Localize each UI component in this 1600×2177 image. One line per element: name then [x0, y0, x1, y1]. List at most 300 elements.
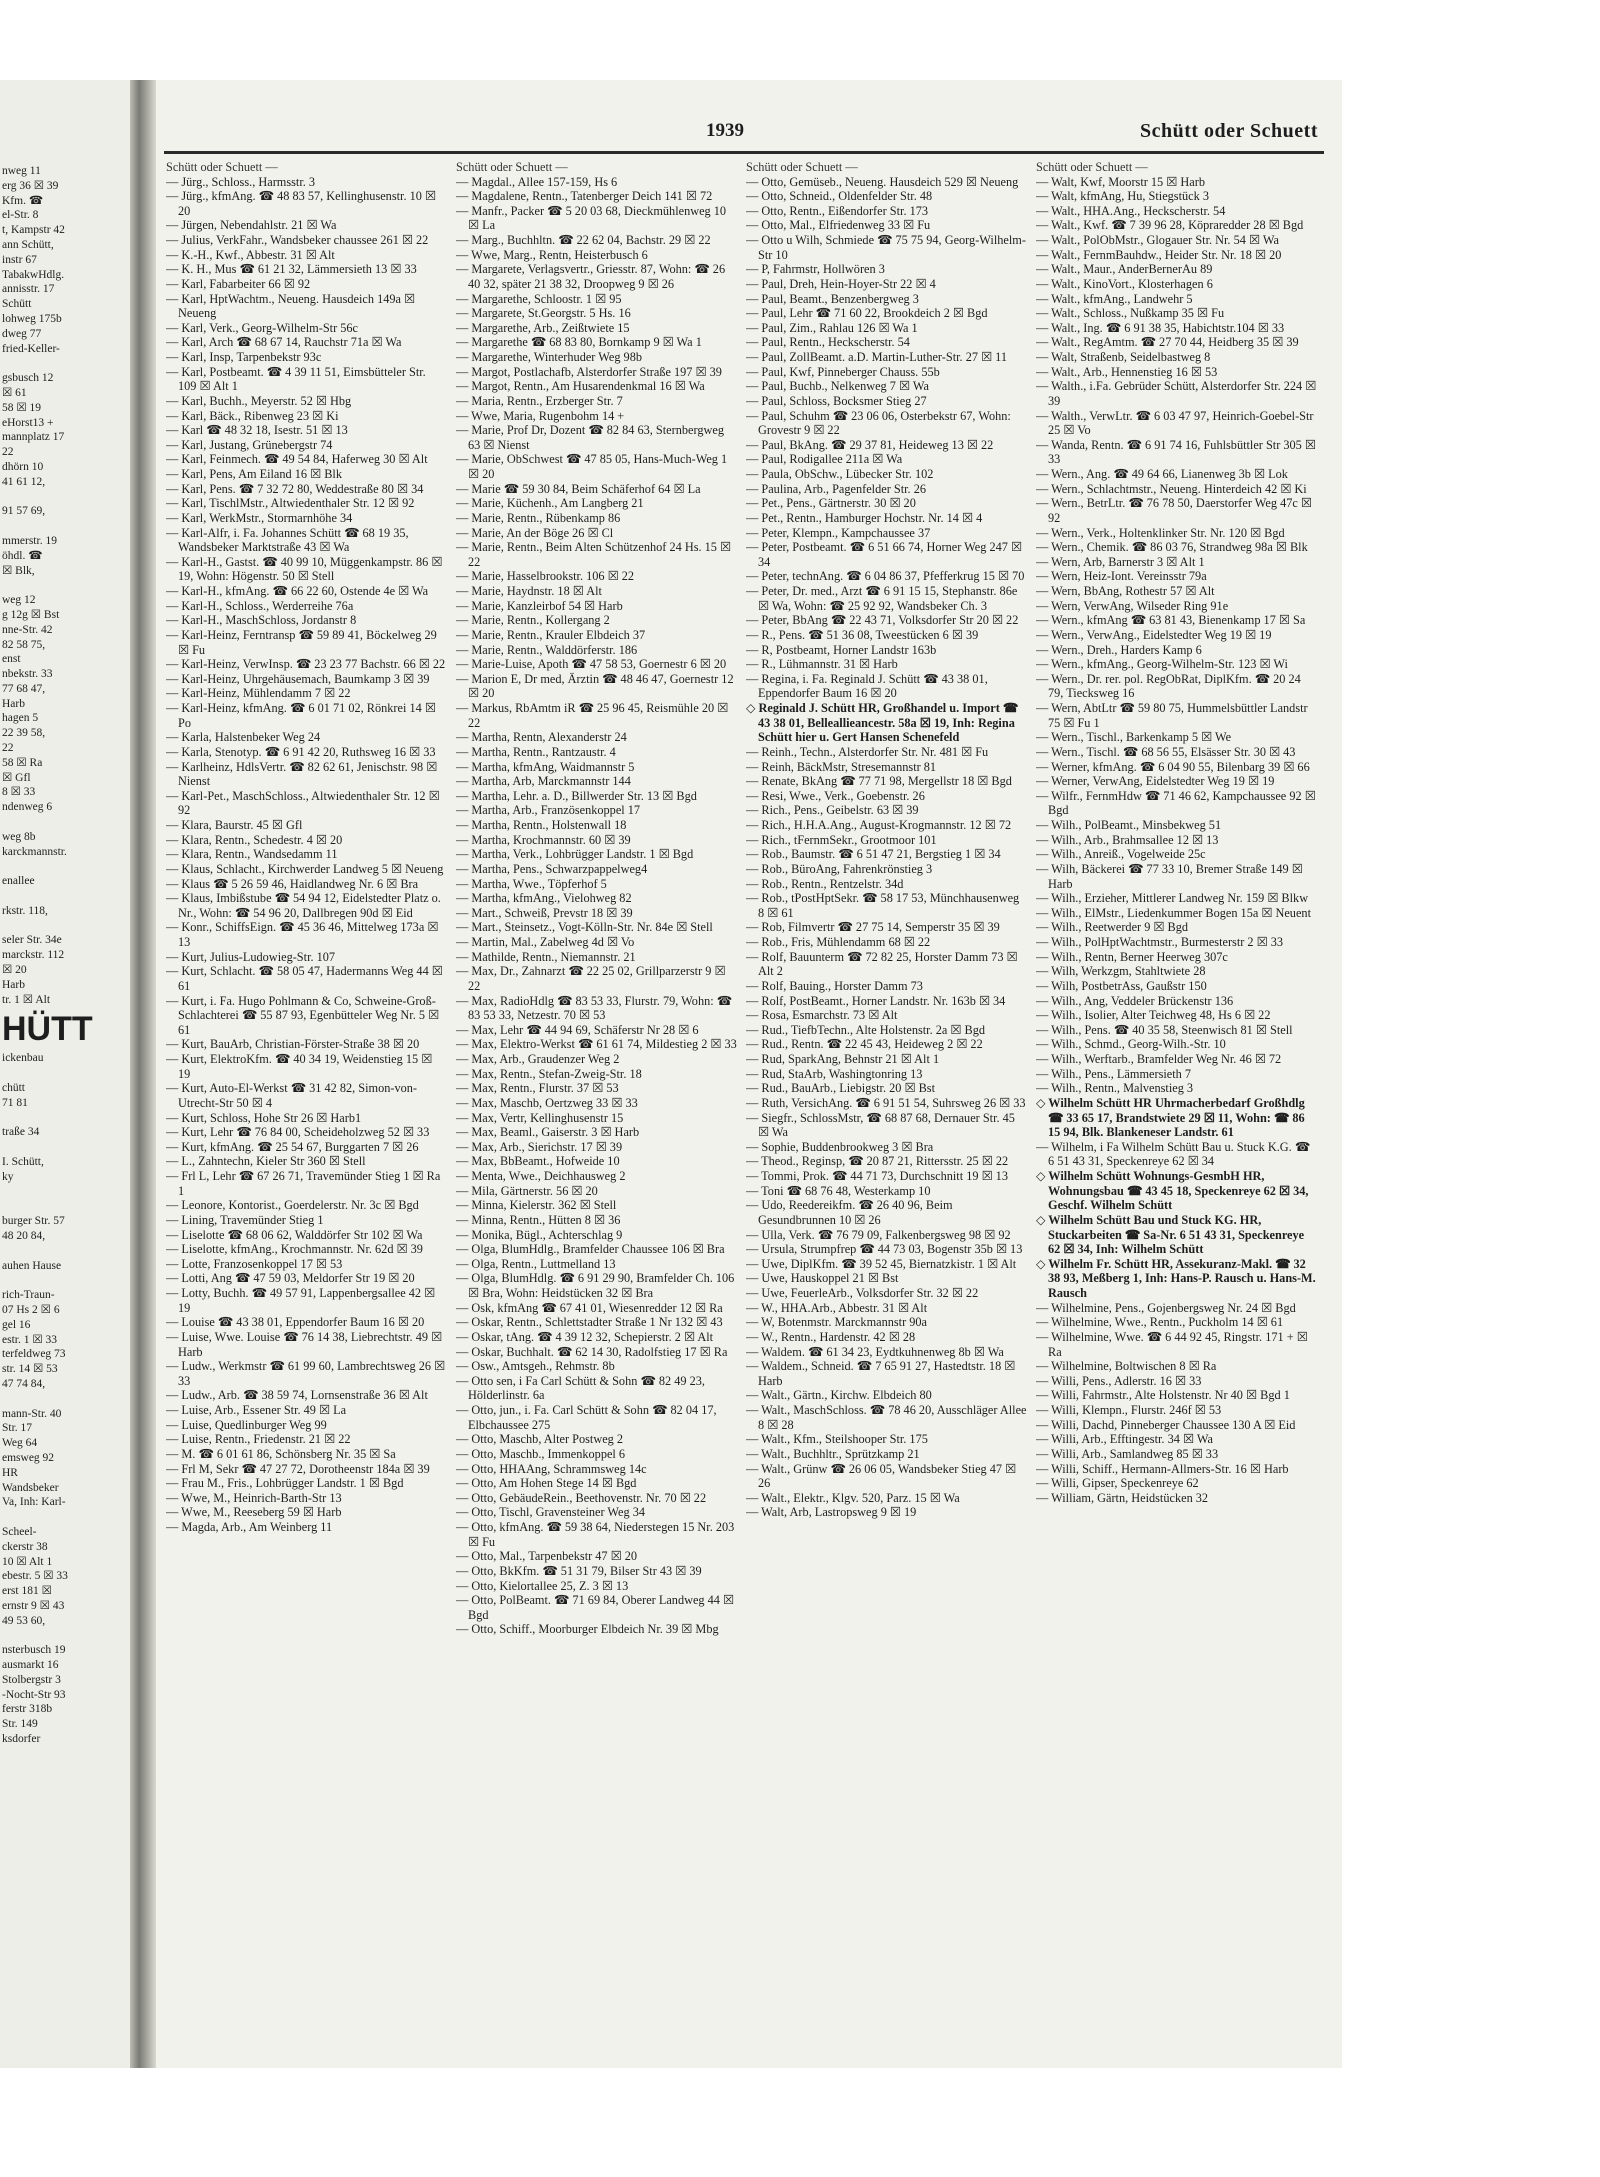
fragment-line: ernstr 9 ☒ 43: [2, 1599, 65, 1612]
directory-entry: — Marie, Rentn., Walddörferstr. 186: [456, 642, 638, 657]
directory-entry: — Margot, Rentn., Am Husarendenkmal 16 ☒ Wa: [456, 379, 705, 394]
directory-entry: — Walt., Maur., AnderBernerAu 89: [1036, 262, 1213, 277]
fragment-line: [2, 1510, 132, 1525]
directory-entry: — R., Lühmannstr. 31 ☒ Harb: [746, 657, 898, 672]
directory-entry: — Otto, Gemüseb., Neueng. Hausdeich 529 ☒ Neueng: [746, 174, 1019, 189]
fragment-line: annisstr. 17: [2, 283, 55, 296]
fragment-line: ickenbau: [2, 1052, 44, 1065]
directory-entry: ◇ Wilhelm Schütt HR Uhrmacherbedarf Großhdlg ☎ 33 65 17, Brandstwiete 29 ☒ 11, Wohn: ☎ 86 15 94, Blk. Blankeneser Landstr. 61: [1036, 1095, 1305, 1140]
directory-entry: — Klara, Rentn., Schedestr. 4 ☒ 20: [166, 832, 343, 847]
fragment-line: Harb: [2, 978, 25, 991]
directory-entry: — Wilh., Ang, Veddeler Brückenstr 136: [1036, 993, 1234, 1008]
directory-entry: — Otto, Maschb, Alter Postweg 2: [456, 1432, 624, 1447]
directory-entry: — Walt., Kwf. ☎ 7 39 96 28, Köpraredder 28 ☒ Bgd: [1036, 218, 1304, 233]
directory-entry: — Martha, Verk., Lohbrügger Landstr. 1 ☒ Bgd: [456, 847, 694, 862]
directory-entry: — Wilh, Werkzgm, Stahltwiete 28: [1036, 964, 1206, 979]
directory-entry: — Uwe, DiplKfm. ☎ 39 52 45, Biernatzkistr. 1 ☒ Alt: [746, 1256, 1017, 1271]
directory-entry: — Wilh, Bäckerei ☎ 77 33 10, Bremer Straße 149 ☒ Harb: [1036, 861, 1303, 891]
directory-entry: — Ludw., Arb. ☎ 38 59 74, Lornsenstraße 36 ☒ Alt: [166, 1388, 428, 1403]
directory-entry: — Rob, Filmvertr ☎ 27 75 14, Semperstr 35 ☒ 39: [746, 920, 1000, 935]
fragment-line: weg 8b: [2, 830, 36, 843]
directory-entry: — Karlheinz, HdlsVertr. ☎ 82 62 61, Jenischstr. 98 ☒ Nienst: [166, 759, 438, 789]
directory-entry: — Uwe, FeuerleArb., Volksdorfer Str. 32 ☒ 22: [746, 1286, 979, 1301]
directory-entry: — Karl-Heinz, VerwInsp. ☎ 23 23 77 Bachstr. 66 ☒ 22: [166, 657, 446, 672]
directory-entry: — Luise, Rentn., Friedenstr. 21 ☒ 22: [166, 1432, 351, 1447]
directory-entry: — Luise, Quedlinburger Weg 99: [166, 1417, 327, 1432]
directory-entry: — Wern., Chemik. ☎ 86 03 76, Strandweg 98a ☒ Blk: [1036, 540, 1308, 555]
directory-entry: — R, Postbeamt, Horner Landstr 163b: [746, 642, 937, 657]
fragment-line: [2, 1111, 132, 1126]
fragment-line: ☒ Blk,: [2, 564, 35, 577]
fragment-line: [2, 1185, 132, 1200]
fragment-line: nne-Str. 42: [2, 623, 53, 636]
directory-entry: — Karl, Verk., Georg-Wilhelm-Str 56c: [166, 320, 359, 335]
directory-entry: — Otto, Rentn., Eißendorfer Str. 173: [746, 203, 929, 218]
directory-entry: — Paul, ZollBeamt. a.D. Martin-Luther-Str. 27 ☒ 11: [746, 350, 1008, 365]
directory-entry: — Marg., Buchhltn. ☎ 22 62 04, Bachstr. 29 ☒ 22: [456, 233, 711, 248]
directory-entry: — Max, Lehr ☎ 44 94 69, Schäferstr Nr 28 ☒ 6: [456, 1022, 699, 1037]
directory-entry: — Rob., Baumstr. ☎ 6 51 47 21, Bergstieg 1 ☒ 34: [746, 847, 1001, 862]
directory-entry: — Margarethe ☎ 68 83 80, Bornkamp 9 ☒ Wa 1: [456, 335, 702, 350]
directory-entry: — Waldem., Schneid. ☎ 7 65 91 27, Hastedtstr. 18 ☒ Harb: [746, 1359, 1016, 1388]
fragment-line: 48 20 84,: [2, 1229, 46, 1242]
directory-entry: — Otto, BkKfm. ☎ 51 31 79, Bilser Str 43 ☒ 39: [456, 1563, 702, 1578]
directory-entry: — Willi, Dachd, Pinneberger Chaussee 130 A ☒ Eid: [1036, 1417, 1296, 1432]
directory-entry: — Walt., Arb., Hennenstieg 16 ☒ 53: [1036, 364, 1218, 379]
fragment-line: Weg 64: [2, 1437, 38, 1450]
directory-entry: — W., HHA.Arb., Abbestr. 31 ☒ Alt: [746, 1300, 928, 1315]
directory-entry: — Toni ☎ 68 76 48, Westerkamp 10: [746, 1183, 931, 1198]
directory-entry: — Oskar, Buchhalt. ☎ 62 14 30, Radolfstieg 17 ☒ Ra: [456, 1344, 728, 1359]
fragment-line: ndenweg 6: [2, 801, 53, 814]
fragment-line: [2, 1273, 132, 1288]
directory-entry: — Marie, Küchenh., Am Langberg 21: [456, 496, 644, 511]
directory-entry: — P, Fahrmstr, Hollwören 3: [746, 262, 885, 277]
directory-entry: — Walt., FernmBauhdw., Heider Str. Nr. 18 ☒ 20: [1036, 247, 1282, 262]
fragment-line: estr. 1 ☒ 33: [2, 1333, 58, 1346]
directory-entry: — Minna, Rentn., Hütten 8 ☒ 36: [456, 1212, 621, 1227]
directory-entry: — Walt., kfmAng., Landwehr 5: [1036, 291, 1193, 306]
directory-entry: — Wern., VerwAng., Eidelstedter Weg 19 ☒ 19: [1036, 627, 1272, 642]
directory-entry: ◇ Wilhelm Fr. Schütt HR, Assekuranz-Makl. ☎ 32 38 93, Meßberg 1, Inh: Hans-P. Rausch u. Hans-M. Rausch: [1036, 1256, 1316, 1301]
directory-entry: — Paul, Buchb., Nelkenweg 7 ☒ Wa: [746, 379, 929, 394]
directory-entry: — Margarete, Verlagsvertr., Griesstr. 87, Wohn: ☎ 26 40 32, später 21 38 32, Droopweg 9 ☒ 26: [456, 262, 726, 291]
fragment-line: 49 53 60,: [2, 1614, 46, 1627]
directory-entry: — Resi, Wwe., Verk., Goebenstr. 26: [746, 788, 925, 803]
fragment-line: seler Str. 34e: [2, 934, 62, 947]
fragment-line: [2, 1066, 132, 1081]
directory-entry: — Kurt, Schloss, Hohe Str 26 ☒ Harb1: [166, 1110, 362, 1125]
directory-entry: — Karl ☎ 48 32 18, Isestr. 51 ☒ 13: [166, 423, 348, 438]
fragment-line: Scheel-: [2, 1525, 37, 1538]
directory-entry: — Max, Arb., Sierichstr. 17 ☒ 39: [456, 1139, 623, 1154]
directory-entry: — Rich., H.H.A.Ang., August-Krogmannstr. 12 ☒ 72: [746, 818, 1012, 833]
fragment-line: ksdorfer: [2, 1733, 41, 1746]
fragment-line: [2, 519, 132, 534]
directory-entry: — Wilh., Rentn, Berner Heerweg 307c: [1036, 949, 1228, 964]
fragment-line: dhörn 10: [2, 460, 44, 473]
directory-entry: — Paul, Lehr ☎ 71 60 22, Brookdeich 2 ☒ Bgd: [746, 306, 988, 321]
page-header: [156, 120, 1342, 146]
directory-entry: — Reinh., Techn., Alsterdorfer Str. Nr. 481 ☒ Fu: [746, 744, 989, 759]
directory-entry: — Willi, Arb., Efftingestr. 34 ☒ Wa: [1036, 1432, 1213, 1447]
fragment-line: [2, 889, 132, 904]
directory-entry: — Marie, Kanzleirbof 54 ☒ Harb: [456, 598, 623, 613]
fragment-line: 71 81: [2, 1096, 28, 1109]
directory-entry: — Siegfr., SchlossMstr, ☎ 68 87 68, Dernauer Str. 45 ☒ Wa: [746, 1110, 1015, 1140]
directory-entry: — Waldem. ☎ 61 34 23, Eydtkuhnenweg 8b ☒ Wa: [746, 1344, 1004, 1359]
directory-entry: — Wilh., Pens. ☎ 40 35 58, Steenwisch 81 ☒ Stell: [1036, 1022, 1293, 1037]
directory-entry: — Walt., Ing. ☎ 6 91 38 35, Habichtstr.104 ☒ 33: [1036, 320, 1285, 335]
directory-entry: — Rich., tFernmSekr., Grootmoor 101: [746, 832, 937, 847]
directory-entry: — Karl, HptWachtm., Neueng. Hausdeich 149a ☒ Neueng: [166, 291, 416, 321]
directory-entry: — Margarethe, Winterhuder Weg 98b: [456, 350, 642, 365]
directory-entry: — Marie ☎ 59 30 84, Beim Schäferhof 64 ☒ La: [456, 481, 701, 496]
column-head: Schütt oder Schuett —: [1036, 160, 1148, 174]
fragment-line: g 12g ☒ Bst: [2, 608, 60, 621]
directory-entry: — Wern., BetrLtr. ☎ 76 78 50, Daerstorfer Weg 47c ☒ 92: [1036, 496, 1312, 525]
directory-entry: — Wilh., PolBeamt., Minsbekweg 51: [1036, 818, 1222, 833]
directory-entry: — Ursula, Strumpfrep ☎ 44 73 03, Bogenstr 35b ☒ 13: [746, 1242, 1023, 1257]
directory-entry: — Peter, technAng. ☎ 6 04 86 37, Pfefferkrug 15 ☒ 70: [746, 569, 1025, 584]
directory-entry: — Konr., SchiffsEign. ☎ 45 36 46, Mittelweg 173a ☒ 13: [166, 920, 439, 950]
fragment-line: 77 68 47,: [2, 682, 46, 695]
directory-entry: — Wilh., Anreiß., Vogelweide 25c: [1036, 847, 1206, 862]
fragment-line: ausmarkt 16: [2, 1659, 59, 1672]
fragment-line: nweg 11: [2, 165, 41, 177]
directory-entry: — Ludw., Werkmstr ☎ 61 99 60, Lambrechtsweg 26 ☒ 33: [166, 1359, 446, 1388]
fragment-line: enallee: [2, 875, 35, 888]
directory-entry: — Olga, Rentn., Luttmelland 13: [456, 1256, 616, 1271]
fragment-line: instr 67: [2, 253, 37, 266]
directory-entry: — Tommi, Prok. ☎ 44 71 73, Durchschnitt 19 ☒ 13: [746, 1169, 1008, 1184]
directory-entry: — Marie, Rentn., Beim Alten Schützenhof 24 Hs. 15 ☒ 22: [456, 540, 732, 569]
directory-entry: — Pet., Rentn., Hamburger Hochstr. Nr. 14 ☒ 4: [746, 510, 983, 525]
directory-entry: — Marie, Hasselbrookstr. 106 ☒ 22: [456, 569, 635, 584]
fragment-line: [2, 490, 132, 505]
directory-entry: — Walt, Kwf, Moorstr 15 ☒ Harb: [1036, 174, 1205, 189]
directory-entry: — Ulla, Verk. ☎ 76 79 09, Falkenbergsweg 98 ☒ 92: [746, 1227, 1011, 1242]
directory-entry: — Louise ☎ 43 38 01, Eppendorfer Baum 16 ☒ 20: [166, 1315, 425, 1330]
directory-entry: — Ruth, VersichAng. ☎ 6 91 51 54, Suhrsweg 26 ☒ 33: [746, 1095, 1026, 1110]
directory-page: [156, 80, 1342, 2068]
directory-entry: — Wern, BbAng, Rothestr 57 ☒ Alt: [1036, 584, 1215, 599]
fragment-line: 82 58 75,: [2, 638, 46, 651]
directory-entry: — Mart., Schweiß, Prevstr 18 ☒ 39: [456, 905, 633, 920]
fragment-line: 47 74 84,: [2, 1377, 46, 1390]
directory-entry: — Martha, Rentn., Rantzaustr. 4: [456, 744, 616, 759]
directory-entry: — Martha, Krochmannstr. 60 ☒ 39: [456, 832, 631, 847]
fragment-line: ferstr 318b: [2, 1703, 53, 1716]
directory-entry: — Rob., tPostHptSekr. ☎ 58 17 53, Münchhausenweg 8 ☒ 61: [746, 891, 1020, 920]
directory-entry: — Otto, jun., i. Fa. Carl Schütt & Sohn ☎ 82 04 17, Elbchaussee 275: [456, 1403, 717, 1432]
fragment-line: [2, 815, 132, 830]
directory-entry: — Otto, GebäudeRein., Beethovenstr. Nr. 70 ☒ 22: [456, 1490, 707, 1505]
directory-entry: — Wilh., ElMstr., Liedenkummer Bogen 15a ☒ Neuent: [1036, 905, 1311, 920]
directory-entry: — Martin, Mal., Zabelweg 4d ☒ Vo: [456, 935, 635, 950]
directory-entry: — Otto, Maschb., Immenkoppel 6: [456, 1446, 626, 1461]
fragment-line: 58 ☒ Ra: [2, 756, 43, 769]
directory-column: [746, 160, 1027, 2040]
running-head: Schütt oder Schuett: [1139, 120, 1318, 142]
fragment-line: [2, 1199, 132, 1214]
fragment-line: [2, 1244, 132, 1259]
directory-entry: — Karl, Arch ☎ 68 67 14, Rauchstr 71a ☒ Wa: [166, 335, 402, 350]
fragment-line: ky: [2, 1170, 14, 1183]
directory-entry: — Karl, WerkMstr., Stormarnhöhe 34: [166, 510, 353, 525]
previous-page-fragment: [0, 80, 132, 2068]
fragment-line: tr. 1 ☒ Alt: [2, 993, 51, 1006]
directory-entry: — Otto, Schneid., Oldenfelder Str. 48: [746, 189, 933, 204]
directory-entry: — Martha, kfmAng., Vielohweg 82: [456, 891, 632, 906]
fragment-line: terfeldweg 73: [2, 1348, 66, 1361]
directory-entry: — Frl L, Lehr ☎ 67 26 71, Travemünder Stieg 1 ☒ Ra 1: [166, 1169, 441, 1198]
header-rule: [164, 151, 1324, 154]
directory-entry: — Mila, Gärtnerstr. 56 ☒ 20: [456, 1183, 598, 1198]
directory-entry: — Uwe, Hauskoppel 21 ☒ Bst: [746, 1271, 899, 1286]
directory-entry: — Max, Vertr, Kellinghusenstr 15: [456, 1110, 624, 1125]
directory-entry: — Marie, Rentn., Krauler Elbdeich 37: [456, 627, 646, 642]
directory-entry: — Walt., Elektr., Klgv. 520, Parz. 15 ☒ Wa: [746, 1490, 960, 1505]
fragment-line: 22: [2, 446, 14, 459]
directory-entry: — Paulina, Arb., Pagenfelder Str. 26: [746, 481, 926, 496]
directory-entry: — Karl, Fabarbeiter 66 ☒ 92: [166, 276, 311, 291]
directory-entry: — Walt., KinoVort., Klosterhagen 6: [1036, 276, 1213, 291]
directory-entry: — Rud., Rentn. ☎ 22 45 43, Heideweg 2 ☒ 22: [746, 1037, 983, 1052]
directory-entry: — Rolf, Bauunterm ☎ 72 82 25, Horster Damm 73 ☒ Alt 2: [746, 949, 1018, 979]
fragment-line: erst 181 ☒: [2, 1585, 52, 1598]
column-head: Schütt oder Schuett —: [456, 160, 568, 174]
directory-entry: — Magdalene, Rentn., Tatenberger Deich 141 ☒ 72: [456, 189, 713, 204]
fragment-line: rich-Traun-: [2, 1289, 55, 1302]
fragment-line: gel 16: [2, 1318, 31, 1331]
directory-entry: — Klara, Baurstr. 45 ☒ Gfl: [166, 818, 303, 833]
directory-entry: — Wwe, Marg., Rentn, Heisterbusch 6: [456, 247, 648, 262]
directory-entry: — Karl-Heinz, Ferntransp ☎ 59 89 41, Böckelweg 29 ☒ Fu: [166, 627, 437, 657]
directory-entry: — Margarethe, Schloostr. 1 ☒ 95: [456, 291, 622, 306]
fragment-line: 22: [2, 742, 14, 755]
previous-page-text: [0, 80, 132, 1747]
fragment-line: 07 Hs 2 ☒ 6: [2, 1303, 60, 1316]
fragment-line: ☒ Gfl: [2, 771, 31, 784]
fragment-line: ckerstr 38: [2, 1540, 48, 1553]
directory-entry: — Wern., Ang. ☎ 49 64 66, Lianenweg 3b ☒ Lok: [1036, 467, 1288, 482]
directory-entry: — Martha, Lehr. a. D., Billwerder Str. 13 ☒ Bgd: [456, 788, 697, 803]
directory-entry: — Wilh., Pens., Lämmersieth 7: [1036, 1066, 1192, 1081]
directory-entry: — Karl, Pens, Am Eiland 16 ☒ Blk: [166, 467, 342, 482]
fragment-line: enst: [2, 653, 21, 666]
directory-entry: — Osw., Amtsgeh., Rehmstr. 8b: [456, 1359, 615, 1374]
directory-entry: — Wern., Schlachtmstr., Neueng. Hinterdeich 42 ☒ Ki: [1036, 481, 1307, 496]
directory-entry: — Karl, Postbeamt. ☎ 4 39 11 51, Eimsbütteler Str. 109 ☒ Alt 1: [166, 364, 426, 394]
fragment-line: [2, 1392, 132, 1407]
directory-entry: — Lotty, Buchh. ☎ 49 57 91, Lappenbergsallee 42 ☒ 19: [166, 1286, 436, 1315]
directory-entry: — Markus, RbAmtm iR ☎ 25 96 45, Reismühle 20 ☒ 22: [456, 701, 729, 730]
directory-entry: — Liselotte, kfmAng., Krochmannstr. Nr. 62d ☒ 39: [166, 1242, 423, 1257]
directory-entry: — Karl, Pens. ☎ 7 32 72 80, Weddestraße 80 ☒ 34: [166, 481, 424, 496]
directory-entry: — Jürgen, Nebendahlstr. 21 ☒ Wa: [166, 218, 337, 233]
directory-entry: — Oskar, tAng. ☎ 4 39 12 32, Schepierstr. 2 ☒ Alt: [456, 1329, 714, 1344]
directory-entry: — Wanda, Rentn. ☎ 6 91 74 16, Fuhlsbüttler Str 305 ☒ 33: [1036, 437, 1316, 467]
directory-entry: — Walt., Kfm., Steilshooper Str. 175: [746, 1432, 928, 1447]
fragment-line: traße 34: [2, 1126, 40, 1139]
fragment-line: Kfm. ☎: [2, 194, 44, 207]
directory-entry: — Willi, Pens., Adlerstr. 16 ☒ 33: [1036, 1373, 1202, 1388]
directory-entry: — Karl-H., MaschSchloss, Jordanstr 8: [166, 613, 357, 628]
directory-entry: — Udo, Reedereikfm. ☎ 26 40 96, Beim Gesundbrunnen 10 ☒ 26: [746, 1198, 953, 1227]
directory-entry: — Wern, VerwAng, Wilseder Ring 91e: [1036, 598, 1229, 613]
fragment-line: [2, 1140, 132, 1155]
directory-entry: — Lotte, Franzosenkoppel 17 ☒ 53: [166, 1256, 343, 1271]
directory-entry: — Rob., Rentn., Rentzelstr. 34d: [746, 876, 904, 891]
directory-entry: — Walth., VerwLtr. ☎ 6 03 47 97, Heinrich-Goebel-Str 25 ☒ Vo: [1036, 408, 1314, 438]
directory-entry: — Wern., Verk., Holtenklinker Str. Nr. 120 ☒ Bgd: [1036, 525, 1285, 540]
directory-entry: — Rob., BüroAng, Fahrenkrönstieg 3: [746, 861, 933, 876]
fragment-line: el-Str. 8: [2, 209, 39, 222]
directory-entry: — Rob., Fris, Mühlendamm 68 ☒ 22: [746, 935, 931, 950]
fragment-line: hagen 5: [2, 712, 39, 725]
directory-entry: — Marie, Haydnstr. 18 ☒ Alt: [456, 584, 602, 599]
directory-entry: — Martha, Rentn., Holstenwall 18: [456, 818, 627, 833]
directory-entry: — Peter, Dr. med., Arzt ☎ 6 91 15 15, Stephanstr. 86e ☒ Wa, Wohn: ☎ 25 92 92, Wandsbeker Ch. 3: [746, 584, 1018, 613]
directory-entry: — Wilh., Schmd., Georg-Wilh.-Str. 10: [1036, 1037, 1226, 1052]
fragment-line: ☒ 61: [2, 386, 27, 399]
directory-entry: — Walt, Straßenb, Seidelbastweg 8: [1036, 350, 1211, 365]
directory-column: [166, 160, 447, 2040]
fragment-line: fried-Keller-: [2, 342, 60, 355]
directory-entry: — Wilhelm, i Fa Wilhelm Schütt Bau u. Stuck K.G. ☎ 6 51 43 31, Speckenreye 62 ☒ 34: [1036, 1139, 1311, 1169]
fragment-line: burger Str. 57: [2, 1215, 65, 1228]
directory-entry: — Wilfr., FernmHdw ☎ 71 46 62, Kampchaussee 92 ☒ Bgd: [1036, 788, 1316, 818]
directory-entry: — Lining, Travemünder Stieg 1: [166, 1212, 324, 1227]
directory-entry: — Karl-H., Gastst. ☎ 40 99 10, Müggenkampstr. 86 ☒ 19, Wohn: Högenstr. 50 ☒ Stell: [166, 554, 443, 584]
directory-entry: — Otto, HHAAng, Schrammsweg 14c: [456, 1461, 647, 1476]
directory-entry: — Paul, Rodigallee 211a ☒ Wa: [746, 452, 903, 467]
fragment-line: ann Schütt,: [2, 238, 54, 251]
directory-entry: — Wilh., Reetwerder 9 ☒ Bgd: [1036, 920, 1189, 935]
fragment-line: t, Kampstr 42: [2, 224, 65, 237]
directory-entry: — Magda, Arb., Am Weinberg 11: [166, 1520, 333, 1535]
directory-entry: — Paula, ObSchw., Lübecker Str. 102: [746, 467, 934, 482]
directory-entry: — Klaus, Imbißstube ☎ 54 94 12, Eidelstedter Platz o. Nr., Wohn: ☎ 54 96 20, Dallbregen 90d ☒ Eid: [166, 891, 441, 920]
directory-entry: — Wern., kfmAng., Georg-Wilhelm-Str. 123 ☒ Wi: [1036, 657, 1288, 672]
fragment-line: str. 14 ☒ 53: [2, 1363, 58, 1376]
directory-entry: — Max, BbBeamt., Hofweide 10: [456, 1154, 620, 1169]
directory-entry: — Karl-Heinz, Uhrgehäusemach, Baumkamp 3 ☒ 39: [166, 671, 430, 686]
directory-entry: — Marie, ObSchwest ☎ 47 85 05, Hans-Much-Weg 1 ☒ 20: [456, 452, 728, 482]
directory-entry: — Karl-Heinz, kfmAng. ☎ 6 01 71 02, Rönkrei 14 ☒ Po: [166, 701, 436, 730]
directory-entry: — Jürg., kfmAng. ☎ 48 83 57, Kellinghusenstr. 10 ☒ 20: [166, 189, 436, 218]
directory-entry: — Karla, Stenotyp. ☎ 6 91 42 20, Ruthsweg 16 ☒ 33: [166, 744, 436, 759]
directory-entry: — K.-H., Kwf., Abbestr. 31 ☒ Alt: [166, 247, 335, 262]
directory-entry: — Wilh., Erzieher, Mittlerer Landweg Nr. 159 ☒ Blkw: [1036, 891, 1309, 906]
directory-entry: — Kurt, Julius-Ludowieg-Str. 107: [166, 949, 336, 964]
directory-entry: — Marie, Rentn., Kollergang 2: [456, 613, 610, 628]
directory-entry: — Olga, BlumHdlg., Bramfelder Chaussee 106 ☒ Bra: [456, 1242, 725, 1257]
fragment-line: Wandsbeker: [2, 1481, 59, 1494]
directory-entry: — Max, Dr., Zahnarzt ☎ 22 25 02, Grillparzerstr 9 ☒ 22: [456, 964, 726, 993]
directory-entry: — Kurt, Lehr ☎ 76 84 00, Scheideholzweg 52 ☒ 33: [166, 1125, 430, 1140]
directory-entry: ◇ Wilhelm Schütt Bau und Stuck KG. HR, Stuckarbeiten ☎ Sa-Nr. 6 51 43 31, Speckenreye 62 ☒ 34, Inh: Wilhelm Schütt: [1036, 1212, 1305, 1257]
directory-entry: — Marie, Rentn., Rübenkamp 86: [456, 510, 621, 525]
directory-entry: — Willi, Schiff., Hermann-Allmers-Str. 16 ☒ Harb: [1036, 1461, 1289, 1476]
fragment-line: weg 12: [2, 594, 36, 607]
directory-entry: — Olga, BlumHdlg. ☎ 6 91 29 90, Bramfelder Ch. 106 ☒ Bra, Wohn: Heidstücken 32 ☒ Bra: [456, 1271, 735, 1301]
directory-entry: — Margarethe, Arb., Zeißtwiete 15: [456, 320, 630, 335]
directory-entry: — Walt., Grünw ☎ 26 06 05, Wandsbeker Stieg 47 ☒ 26: [746, 1461, 1017, 1491]
directory-entry: — Wwe, M., Reeseberg 59 ☒ Harb: [166, 1505, 342, 1520]
directory-entry: — Otto, Schiff., Moorburger Elbdeich Nr. 39 ☒ Mbg: [456, 1622, 719, 1637]
fragment-line: I. Schütt,: [2, 1156, 44, 1168]
directory-entry: — Otto, Mal., Elfriedenweg 33 ☒ Fu: [746, 218, 931, 233]
directory-entry: — Karl-H., kfmAng. ☎ 66 22 60, Ostende 4e ☒ Wa: [166, 584, 429, 599]
directory-entry: — Magdal., Allee 157-159, Hs 6: [456, 174, 618, 189]
directory-entry: — M. ☎ 6 01 61 86, Schönsberg Nr. 35 ☒ Sa: [166, 1446, 396, 1461]
fragment-line: Schütt: [2, 298, 32, 311]
directory-entry: — Karl, Bäck., Ribenweg 23 ☒ Ki: [166, 408, 339, 423]
directory-column: [456, 160, 737, 2040]
directory-entry: — W, Botenmstr. Marckmannstr 90a: [746, 1315, 928, 1330]
directory-entry: — Wilhelmine, Wwe. ☎ 6 44 92 45, Ringstr. 171 + ☒ Ra: [1036, 1329, 1308, 1359]
directory-entry: — Marie-Luise, Apoth ☎ 47 58 53, Goernestr 6 ☒ 20: [456, 657, 727, 672]
page-number: 1939: [706, 120, 744, 141]
book-gutter: [130, 80, 156, 2068]
fragment-line: HR: [2, 1466, 18, 1479]
directory-entry: — Martha, Wwe., Töpferhof 5: [456, 876, 607, 891]
directory-entry: — Otto, PolBeamt. ☎ 71 69 84, Oberer Landweg 44 ☒ Bgd: [456, 1593, 735, 1622]
directory-entry: — Rosa, Esmarchstr. 73 ☒ Alt: [746, 1008, 898, 1023]
directory-entry: — Mathilde, Rentn., Niemannstr. 21: [456, 949, 636, 964]
directory-entry: — Rich., Pens., Geibelstr. 63 ☒ 39: [746, 803, 919, 818]
directory-entry: — Peter, Klempn., Kampchaussee 37: [746, 525, 931, 540]
fragment-line: TabakwHdlg.: [2, 268, 65, 281]
directory-entry: — Reinh, BäckMstr, Stresemannstr 81: [746, 759, 937, 774]
directory-entry: — Walt, kfmAng, Hu, Stiegstück 3: [1036, 189, 1209, 204]
fragment-line: nbekstr. 33: [2, 668, 53, 681]
fragment-line: 8 ☒ 33: [2, 786, 36, 799]
fragment-line: 58 ☒ 19: [2, 401, 42, 414]
fragment-line: [2, 1629, 132, 1644]
directory-entry: — Karl-Alfr, i. Fa. Johannes Schütt ☎ 68 19 35, Wandsbeker Marktstraße 43 ☒ Wa: [166, 525, 409, 555]
directory-entry: — Jürg., Schloss., Harmsstr. 3: [166, 174, 316, 189]
directory-entry: — Paul, Kwf, Pinneberger Chauss. 55b: [746, 364, 940, 379]
column-head: Schütt oder Schuett —: [166, 160, 278, 174]
directory-entry: — Maria, Rentn., Erzberger Str. 7: [456, 393, 623, 408]
fragment-line: öhdl. ☎: [2, 549, 43, 562]
directory-entry: — Walt., RegAmtm. ☎ 27 70 44, Heidberg 35 ☒ 39: [1036, 335, 1299, 350]
directory-entry: — K. H., Mus ☎ 61 21 32, Lämmersieth 13 ☒ 33: [166, 262, 417, 277]
directory-entry: — Margarete, St.Georgstr. 5 Hs. 16: [456, 306, 631, 321]
directory-entry: — Werner, VerwAng, Eidelstedter Weg 19 ☒ 19: [1036, 774, 1275, 789]
directory-entry: — Otto, Am Hohen Stege 14 ☒ Bgd: [456, 1476, 637, 1491]
fragment-line: [2, 578, 132, 593]
directory-entry: — Wilhelmine, Boltwischen 8 ☒ Ra: [1036, 1359, 1217, 1374]
fragment-line: karckmannstr.: [2, 845, 67, 858]
fragment-line: erg 36 ☒ 39: [2, 179, 59, 192]
directory-entry: — Kurt, i. Fa. Hugo Pohlmann & Co, Schweine-Groß-Schlachterei ☎ 55 87 93, Egenbütteler Weg Nr. 5 ☒ 61: [166, 993, 440, 1037]
directory-entry: — Leonore, Kontorist., Goerdelerstr. Nr. 3c ☒ Bgd: [166, 1198, 419, 1213]
directory-entry: — Wilhelmine, Pens., Gojenbergsweg Nr. 24 ☒ Bgd: [1036, 1300, 1296, 1315]
directory-entry: — Wern, Heiz-Iont. Vereinsstr 79a: [1036, 569, 1207, 584]
directory-entry: — Max, Rentn., Stefan-Zweig-Str. 18: [456, 1066, 642, 1081]
directory-entry: — Monika, Bügl., Achterschlag 9: [456, 1227, 623, 1242]
directory-entry: — Marie, Prof Dr, Dozent ☎ 82 84 63, Sternbergweg 63 ☒ Nienst: [456, 423, 724, 452]
directory-entry: — Margot, Postlachafb, Alsterdorfer Straße 197 ☒ 39: [456, 364, 722, 379]
fragment-line: eHorst13 +: [2, 416, 54, 429]
directory-entry: — Kurt, Auto-El-Werkst ☎ 31 42 82, Simon-von-Utrecht-Str 50 ☒ 4: [166, 1081, 418, 1110]
directory-entry: — Frau M., Fris., Lohbrügger Landstr. 1 ☒ Bgd: [166, 1476, 404, 1491]
directory-entry: — Peter, Postbeamt. ☎ 6 51 66 74, Horner Weg 247 ☒ 34: [746, 540, 1023, 569]
